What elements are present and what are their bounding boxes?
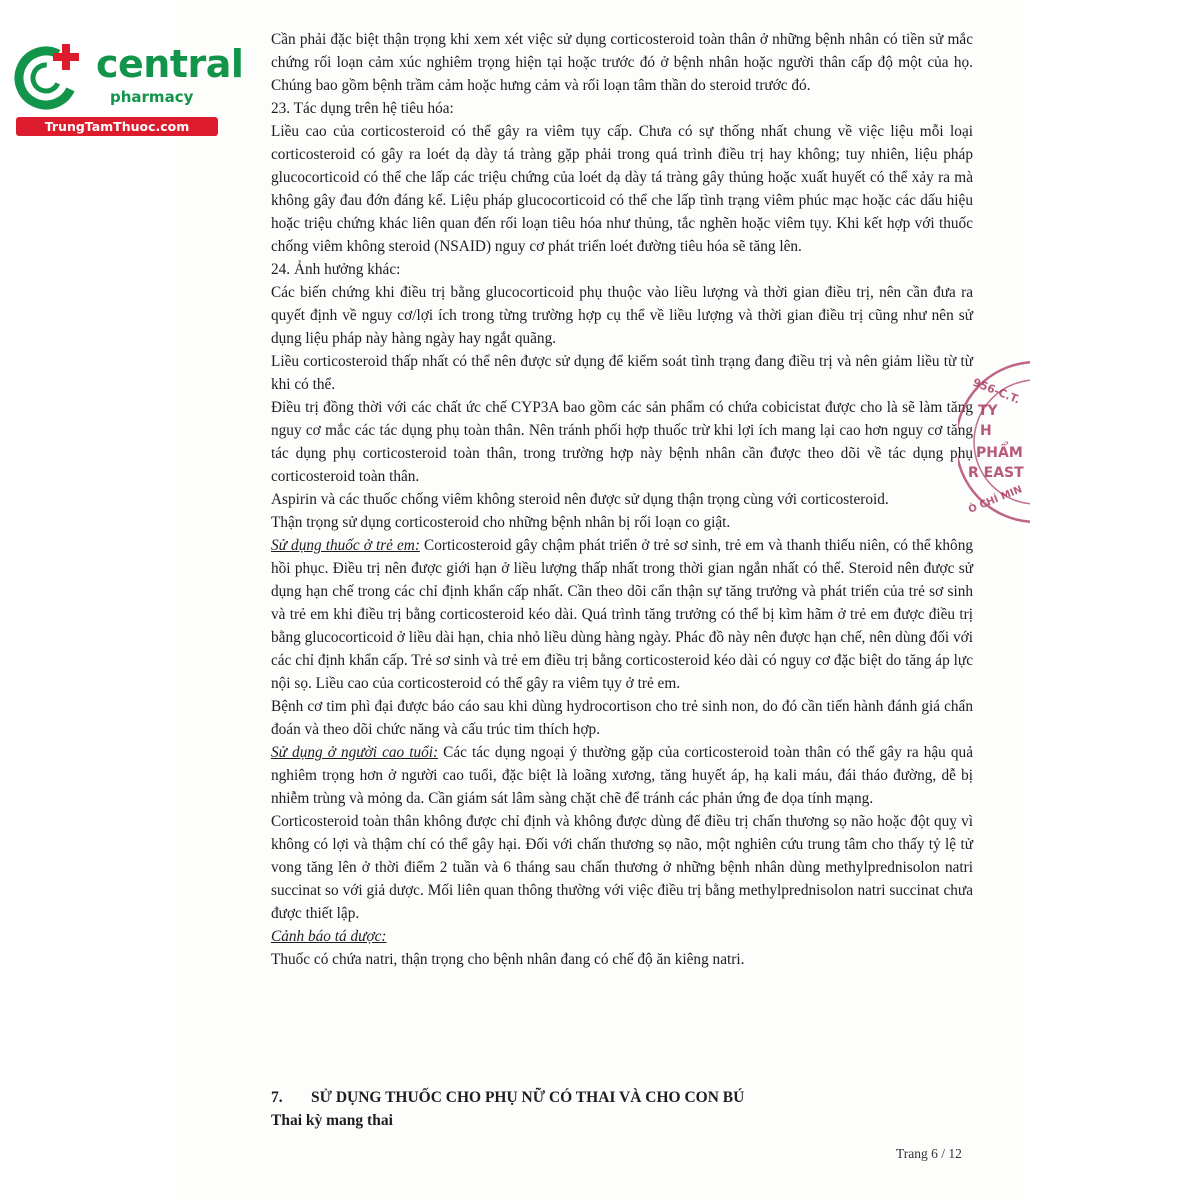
section-title: SỬ DỤNG THUỐC CHO PHỤ NỮ CÓ THAI VÀ CHO CON BÚ [311,1089,745,1106]
excipient-label-text: Cảnh báo tá dược: [271,928,387,945]
heading-other-effects: 24. Ảnh hưởng khác: [271,261,401,278]
paragraph-excipient: Thuốc có chứa natri, thận trọng cho bệnh nhân đang có chế độ ăn kiêng natri. [271,951,745,968]
paragraph-children [271,534,973,695]
paragraph-affective-disorders: Cần phải đặc biệt thận trọng khi xem xét việc sử dụng corticosteroid toàn thân ở những bệnh nhân có tiền sử mắc chứng rối loạn cảm xúc nghiêm trọng hiện tại hoặc trước đó ở bệnh nhân hoặc người thân cấp độ một của họ. Chúng bao gồm bệnh trầm cảm hoặc hưng cảm và rối loạn tâm thần do steroid trước đó. [271,31,973,94]
excipient-label [271,925,973,948]
section-heading [271,1086,971,1109]
svg-text:PHẨM: PHẨM [976,445,1023,461]
company-seal-stamp [958,355,1030,530]
paragraph-head-trauma: Corticosteroid toàn thân không được chỉ định và không được dùng để điều trị chấn thương sọ não hoặc đột quỵ vì không có lợi và thậm chí có thể gây hại. Đối với chấn thương sọ não, một nghiên cứu trung tâm cho thấy tỷ lệ tử vong tăng lên ở thời điểm 2 tuần và 6 tháng sau chấn thương ở những bệnh nhân dùng methylprednisolon natri succinat so với giả dược. Mối liên quan thông thường với việc điều trị bằng methylprednisolon natri succinat chưa được thiết lập. [271,813,973,922]
logo-url-banner[interactable]: TrungTamThuoc.com [16,117,218,136]
pharmacy-cross-icon [12,38,88,114]
section-subtitle: Thai kỳ mang thai [271,1112,393,1129]
document-body [271,28,973,971]
paragraph-aspirin-nsaid: Aspirin và các thuốc chống viêm không steroid nên được sử dụng thận trọng cùng với corticosteroid. [271,491,889,508]
paragraph-cardiomyopathy: Bệnh cơ tim phì đại được báo cáo sau khi dùng hydrocortison cho trẻ sinh non, do đó cần tiến hành đánh giá chẩn đoán và theo dõi chức năng và cấu trúc tim thích hợp. [271,698,973,738]
paragraph-lowest-dose: Liều corticosteroid thấp nhất có thể nên được sử dụng để kiểm soát tình trạng đang điều trị và nên giảm liều từ từ khi có thể. [271,353,973,393]
central-pharmacy-logo[interactable] [10,38,244,138]
paragraph-complications: Các biến chứng khi điều trị bằng glucocorticoid phụ thuộc vào liều lượng và thời gian điều trị, nên cần đưa ra quyết định về nguy cơ/lợi ích trong từng trường hợp cụ thể về liều lượng và thời gian điều trị cũng như nên sử dụng liệu pháp này hàng ngày hay ngắt quãng. [271,284,973,347]
elderly-text: Các tác dụng ngoại ý thường gặp của corticosteroid toàn thân có thể gây ra hậu quả nghiêm trọng hơn ở người cao tuổi, đặc biệt là loãng xương, tăng huyết áp, hạ kali máu, đái tháo đường, dễ bị nhiễm trùng và mỏng da. Cần giám sát lâm sàng chặt chẽ để tránh các phản ứng đe dọa tính mạng. [271,744,973,807]
svg-text:H: H [980,423,992,439]
elderly-label: Sử dụng ở người cao tuổi: [271,744,439,761]
svg-text:956-C.T.: 956-C.T. [970,375,1022,407]
logo-subtitle: pharmacy [110,88,194,106]
children-label: Sử dụng thuốc ở trẻ em: [271,537,420,554]
paragraph-digestive-effects: Liều cao của corticosteroid có thể gây ra viêm tụy cấp. Chưa có sự thống nhất chung về việc liệu mỗi loại corticosteroid có gây ra loét dạ dày tá tràng gặp phải trong quá trình điều trị hay không; tuy nhiên, liệu pháp glucocorticoid có thể che lấp các triệu chứng của loét dạ dày tá tràng gây thủng hoặc xuất huyết có thể xảy ra mà không gây đau đớn đáng kể. Liệu pháp glucocorticoid có thể che lấp tình trạng viêm phúc mạc hoặc các dấu hiệu hoặc triệu chứng khác liên quan đến rối loạn tiêu hóa như thủng, tắc nghẽn hoặc viêm tụy. Khi kết hợp với thuốc chống viêm không steroid (NSAID) nguy cơ phát triển loét đường tiêu hóa sẽ tăng lên. [271,123,973,255]
paragraph-elderly [271,741,973,810]
svg-text:Ó CHÍ MIN: Ó CHÍ MIN [967,484,1024,516]
paragraph-seizure: Thận trọng sử dụng corticosteroid cho những bệnh nhân bị rối loạn co giật. [271,514,731,531]
heading-digestive-effects: 23. Tác dụng trên hệ tiêu hóa: [271,100,454,117]
children-text: Corticosteroid gây chậm phát triển ở trẻ sơ sinh, trẻ em và thanh thiếu niên, có thể không hồi phục. Điều trị nên được giới hạn ở liều lượng thấp nhất trong thời gian ngắn nhất có thể. Steroid nên được sử dụng hạn chế trong các chỉ định khẩn cấp nhất. Cần theo dõi cẩn thận sự tăng trưởng và phát triển của trẻ sơ sinh và trẻ em khi điều trị bằng corticosteroid kéo dài. Quá trình tăng trưởng có thể bị kìm hãm ở trẻ em được điều trị bằng glucocorticoid ở liều dài hạn, chia nhỏ liều dùng hàng ngày. Phác đồ này nên được hạn chế, nên dùng đối với các chỉ định khẩn cấp. Trẻ sơ sinh và trẻ em điều trị bằng corticosteroid kéo dài có nguy cơ đặc biệt do tăng áp lực nội sọ. Liều cao của corticosteroid có thể gây ra viêm tụy ở trẻ em. [271,537,973,692]
page-number: Trang 6 / 12 [896,1146,962,1161]
paragraph-cyp3a-inhibitors: Điều trị đồng thời với các chất ức chế CYP3A bao gồm các sản phẩm có chứa cobicistat được cho là sẽ làm tăng nguy cơ mắc các tác dụng phụ toàn thân. Nên tránh phối hợp thuốc trừ khi lợi ích mang lại cao hơn nguy cơ tăng tác dụng phụ corticosteroid toàn thân, trong trường hợp này bệnh nhân cần được theo dõi về tác dụng phụ corticosteroid toàn thân. [271,399,973,485]
logo-name: central [96,42,244,86]
svg-text:R EAST: R EAST [968,465,1024,481]
section-number: 7. [271,1089,283,1106]
svg-text:TY: TY [978,403,998,419]
